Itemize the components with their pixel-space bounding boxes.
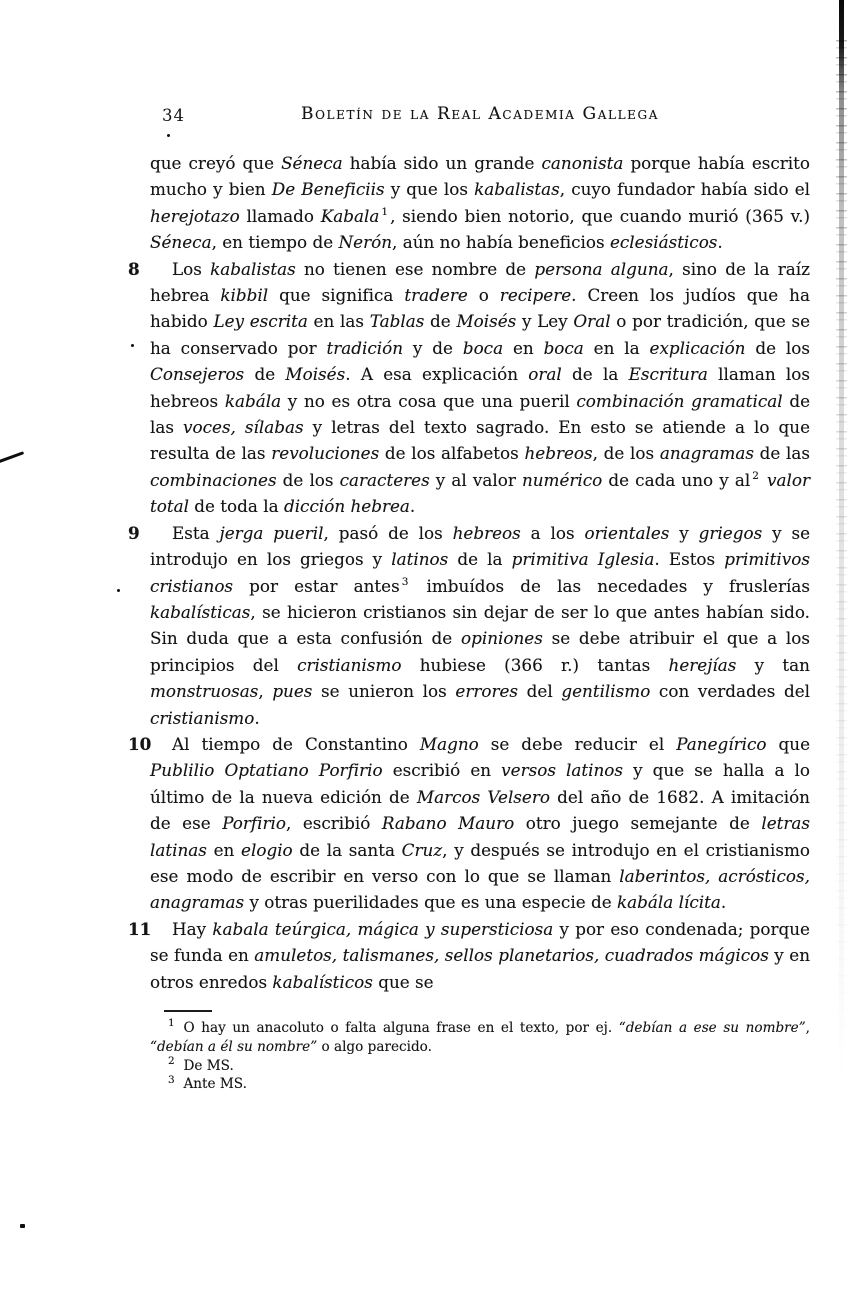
text-run: Al tiempo de Constantino (172, 733, 420, 754)
text-run: escribió en (382, 760, 502, 781)
running-title: Boletín de la Real Academia Gallega (301, 104, 659, 124)
page-number: 34 (162, 106, 185, 125)
scan-speck (131, 344, 134, 347)
body-paragraph (150, 150, 810, 256)
text-run: de las (150, 390, 810, 438)
text-run: o (467, 285, 500, 306)
text-run: , pasó de los (323, 522, 453, 543)
text-run: de toda la (188, 496, 284, 517)
italic-run: Nerón (338, 232, 393, 253)
text-run: se debe reducir el (478, 733, 677, 754)
paragraph-number: 9 (128, 522, 140, 543)
text-run: de la santa (292, 839, 402, 860)
text-run: , en tiempo de (211, 232, 339, 253)
body-paragraph (128, 731, 811, 916)
italic-run: Séneca (281, 153, 343, 173)
italic-run: anagramas (659, 443, 754, 464)
footnotes-container (150, 1019, 810, 1094)
text-run: imbuídos de las necedades y fruslerías (410, 575, 810, 596)
paragraphs-container (128, 150, 811, 995)
footnote-marker: 2 (752, 470, 759, 483)
italic-run: “debían a él su nombre” (150, 1038, 318, 1055)
italic-run: cristianismo (297, 654, 402, 675)
italic-run: orientales (584, 522, 670, 543)
text-run: , aún no había beneficios (392, 232, 610, 253)
text-run: se unieron los (312, 681, 456, 702)
footnote (150, 1075, 810, 1094)
text-run: o algo parecido. (317, 1038, 432, 1055)
italic-run: kabalistas (474, 179, 560, 200)
italic-run: letras latinas (150, 813, 811, 860)
footnotes-section (150, 1010, 810, 1094)
text-run: en la (583, 337, 650, 358)
text-run: llamado (239, 205, 321, 226)
italic-run: Marcos Velsero (416, 786, 550, 807)
italic-run: monstruosas (150, 681, 259, 702)
body-text-block (128, 150, 811, 1094)
text-run: de (244, 364, 286, 385)
text-run: que se (372, 971, 434, 992)
italic-run: combinación gramatical (576, 390, 783, 411)
text-run: y por eso condenada; porque se funda en (150, 918, 810, 966)
text-run: con verdades del (650, 681, 811, 702)
italic-run: explicación (649, 337, 746, 358)
italic-run: kabála lícita (616, 892, 721, 913)
italic-run: pues (272, 681, 313, 702)
text-run: de la (561, 364, 629, 385)
italic-run: primitivos cristianos (150, 549, 810, 596)
text-run: que (766, 733, 810, 754)
footnote-marker: 3 (168, 1073, 175, 1086)
italic-run: opiniones (460, 628, 543, 649)
text-run: en las (307, 311, 370, 332)
italic-run: Cruz (401, 839, 443, 860)
italic-run: dicción hebrea (283, 496, 410, 517)
text-run: De MS. (183, 1057, 234, 1074)
text-run: y en otros enredos (150, 945, 811, 992)
italic-run: hebreos (524, 443, 593, 464)
text-run: y se introdujo en los griegos y (150, 522, 810, 570)
text-run: y al valor (429, 469, 522, 490)
text-run: . (254, 707, 260, 728)
italic-run: kibbil (220, 285, 269, 306)
pen-mark (0, 451, 24, 464)
text-run: . Estos (654, 549, 725, 570)
text-run: hubiese (366 r.) tantas (401, 654, 669, 675)
text-run: y de (403, 337, 463, 358)
text-run: había sido un grande (342, 153, 542, 173)
text-run: y que los (384, 179, 475, 200)
paragraph-number: 11 (128, 918, 152, 939)
text-run: de la (448, 549, 512, 570)
scan-speck (20, 1224, 25, 1228)
italic-run: eclesiásticos (609, 232, 718, 253)
italic-run: persona alguna (534, 258, 669, 279)
italic-run: primitiva Iglesia (511, 549, 655, 570)
italic-run: laberintos, acrósticos, anagramas (150, 865, 810, 913)
text-run: en (206, 839, 242, 860)
text-run: y Ley (516, 311, 574, 332)
italic-run: kabalísticos (272, 971, 373, 992)
text-run: no tienen ese nombre de (295, 258, 535, 279)
page-header (150, 104, 810, 130)
text-run: Esta (172, 522, 220, 543)
text-run: otro juego semejante de (514, 813, 762, 834)
text-run: . (409, 496, 416, 517)
italic-run: Magno (419, 733, 479, 754)
text-run: de los (745, 337, 810, 358)
italic-run: kabalistas (210, 258, 296, 279)
text-run: de (424, 311, 457, 332)
italic-run: tradere (404, 285, 468, 306)
italic-run: valor total (150, 469, 810, 517)
footnote-marker: 3 (401, 575, 409, 588)
italic-run: versos latinos (501, 760, 624, 781)
text-run: de las (753, 443, 811, 464)
italic-run: Moisés (285, 364, 346, 385)
italic-run: kabála (224, 390, 282, 411)
footnote (150, 1057, 810, 1076)
italic-run: Publilio Optatiano Porfirio (150, 760, 383, 781)
text-run: del (518, 681, 562, 702)
italic-run: caracteres (339, 469, 430, 490)
text-run: , escribió (286, 813, 382, 834)
scan-speck (117, 589, 120, 592)
text-run: , cuyo fundador había sido el (559, 179, 810, 200)
text-run: . (720, 892, 727, 913)
footnote-divider (164, 1010, 212, 1012)
paragraph-number: 8 (128, 258, 140, 279)
text-run: que significa (268, 285, 405, 306)
scan-speck (167, 134, 170, 137)
text-run: y (669, 522, 699, 543)
italic-run: errores (455, 681, 519, 702)
text-run: en (503, 337, 544, 358)
text-run: por estar antes (233, 575, 400, 596)
italic-run: boca (543, 337, 584, 358)
text-run: , de los (592, 443, 660, 464)
text-run: , sino de la raíz hebrea (150, 258, 811, 306)
italic-run: “debían a ese su nombre” (618, 1020, 806, 1036)
italic-run: canonista (541, 153, 624, 173)
text-run: . A esa explicación (345, 364, 529, 385)
text-run: Los (172, 258, 211, 279)
italic-run: Ley escrita (213, 311, 308, 332)
text-run: o por tradición, que se ha conservado por (150, 311, 811, 358)
italic-run: boca (462, 337, 504, 358)
italic-run: amuletos, talismanes, sellos planetarios, cuadrados mágicos (254, 945, 769, 966)
text-run: Hay (172, 918, 213, 939)
text-run: Ante MS. (183, 1076, 247, 1093)
italic-run: herejías (668, 654, 737, 675)
body-paragraph (128, 520, 811, 731)
italic-run: Tablas (369, 311, 425, 332)
italic-run: numérico (521, 469, 603, 490)
italic-run: Oral (573, 311, 611, 332)
italic-run: tradición (326, 337, 404, 358)
text-run: a los (520, 522, 585, 543)
scan-edge-speckle (836, 40, 847, 1060)
italic-run: Panegírico (676, 733, 767, 754)
text-run: . Creen los judíos que ha habido (150, 285, 810, 332)
text-run: , (805, 1020, 810, 1036)
body-paragraph (128, 916, 811, 995)
text-run: de los alfabetos (379, 443, 525, 464)
text-run: , y después se introdujo en el cristianismo ese modo de escribir en verso con lo que se llaman (150, 839, 810, 886)
italic-run: recipere (499, 285, 572, 306)
italic-run: revoluciones (271, 443, 380, 464)
text-run: de los (276, 469, 340, 490)
italic-run: Escritura (628, 364, 708, 385)
text-run: porque había escrito mucho y bien (150, 153, 810, 200)
italic-run: De Beneficiis (271, 179, 385, 200)
italic-run: Porfirio (222, 813, 286, 834)
text-run: . (717, 232, 723, 253)
italic-run: hebreos (452, 522, 521, 543)
text-run: del año de 1682. A imitación de ese (150, 786, 810, 834)
italic-run: latinos (391, 549, 449, 570)
text-run: y que se halla a lo último de la nueva edición de (150, 760, 810, 807)
italic-run: kabala teúrgica, mágica y supersticiosa (212, 918, 554, 939)
text-run: y letras del texto sagrado. En esto se atiende a lo que resulta de las (150, 417, 810, 464)
text-run: se debe atribuir el que a los principios del (150, 628, 810, 675)
italic-run: oral (528, 364, 562, 385)
italic-run: Kabala (320, 205, 380, 226)
text-run: , (258, 681, 273, 702)
text-run: y tan (736, 654, 810, 675)
paragraph-number: 10 (128, 733, 152, 754)
footnote-marker: 2 (168, 1055, 175, 1068)
italic-run: Consejeros (150, 364, 245, 385)
italic-run: Rabano Mauro (381, 813, 515, 834)
italic-run: herejotazo (150, 205, 240, 226)
italic-run: combinaciones (150, 469, 277, 490)
footnote (150, 1019, 810, 1057)
text-run: O hay un anacoluto o falta alguna frase en el texto, por ej. (183, 1020, 619, 1036)
italic-run: gentilismo (561, 681, 651, 702)
text-run: , siendo bien notorio, que cuando murió (365 v.) (390, 205, 811, 226)
text-run: que creyó que (150, 153, 282, 173)
text-run: de cada uno y al (602, 469, 751, 490)
italic-run: kabalísticas (150, 601, 251, 622)
italic-run: griegos (698, 522, 763, 543)
italic-run: cristianismo (150, 707, 255, 728)
footnote-marker: 1 (381, 206, 389, 219)
italic-run: voces, sílabas (183, 417, 304, 438)
italic-run: jerga pueril (219, 522, 324, 543)
italic-run: Séneca (150, 232, 212, 253)
text-run: y otras puerilidades que es una especie de (244, 892, 617, 913)
italic-run: elogio (241, 839, 293, 860)
text-run: , se hicieron cristianos sin dejar de ser lo que antes habían sido. Sin duda que a esta confusión de (150, 601, 810, 649)
text-run: y no es otra cosa que una pueril (281, 390, 577, 411)
body-paragraph (128, 256, 811, 520)
italic-run: Moisés (456, 311, 517, 332)
text-run: llaman los hebreos (150, 364, 810, 411)
footnote-marker: 1 (168, 1017, 175, 1030)
